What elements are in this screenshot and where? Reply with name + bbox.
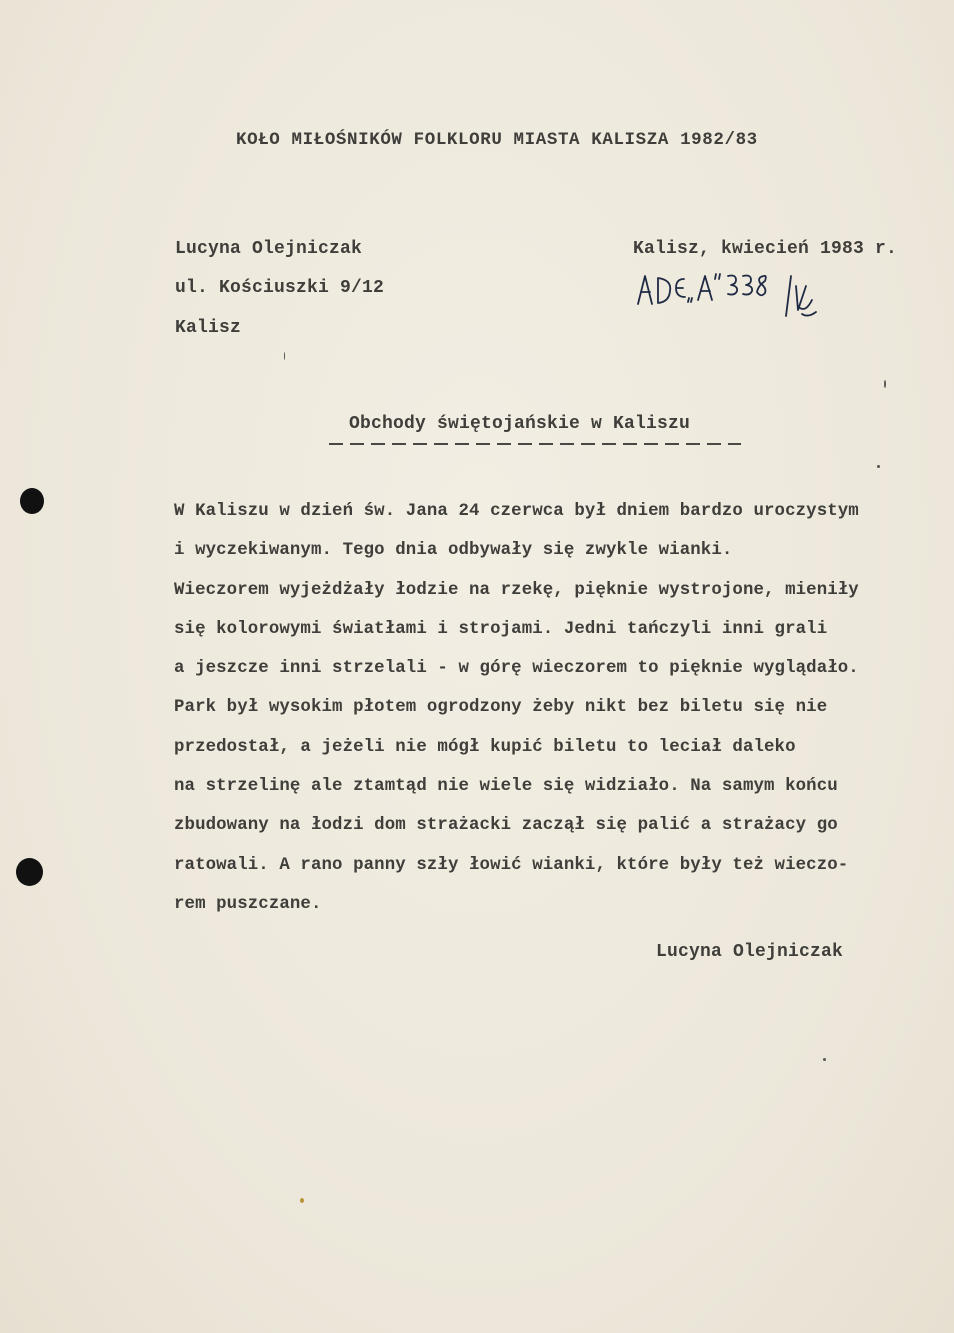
sender-street: ul. Kościuszki 9/12: [175, 278, 385, 298]
punch-hole-bottom: [16, 858, 43, 886]
title-underline: [329, 443, 741, 445]
document-body: W Kaliszu w dzień św. Jana 24 czerwca był dniem bardzo uroczystym i wyczekiwanym. Tego dnia odbywały się zwykle wianki. Wieczorem wyjeżdżały łodzie na rzekę, pięknie wystrojone, mieniły się kolorowymi światłami i strojami. Jedni tańczyli inni grali a jeszcze inni strzelali - w górę wieczorem to pięknie wyglądało. Park był wysokim płotem ogrodzony żeby nikt bez biletu się nie przedostał, a jeżeli nie mógł kupić biletu to leciał daleko na strzelinę ale ztamtąd nie wiele się widziało. Na samym końcu zbudowany na łodzi dom strażacki zaczął się palić a strażacy go ratowali. A rano panny szły łowić wianki, które były też wieczo- rem puszczane.: [174, 502, 859, 914]
punch-hole-top: [20, 488, 44, 514]
date-line: Kalisz, kwiecień 1983 r.: [633, 239, 898, 259]
document-title: Obchody świętojańskie w Kaliszu: [349, 414, 691, 434]
paper-speck: [877, 465, 880, 468]
paper-speck: [284, 352, 285, 360]
sender-name: Lucyna Olejniczak: [175, 239, 363, 259]
signature: Lucyna Olejniczak: [656, 942, 844, 962]
paper-speck: [884, 380, 886, 388]
document-header: KOŁO MIŁOŚNIKÓW FOLKLORU MIASTA KALISZA 1982/83: [236, 130, 758, 150]
paper-speck: [823, 1058, 826, 1061]
handwritten-archive-mark: [636, 270, 836, 330]
sender-city: Kalisz: [175, 318, 242, 338]
paper-speck: [300, 1198, 304, 1203]
